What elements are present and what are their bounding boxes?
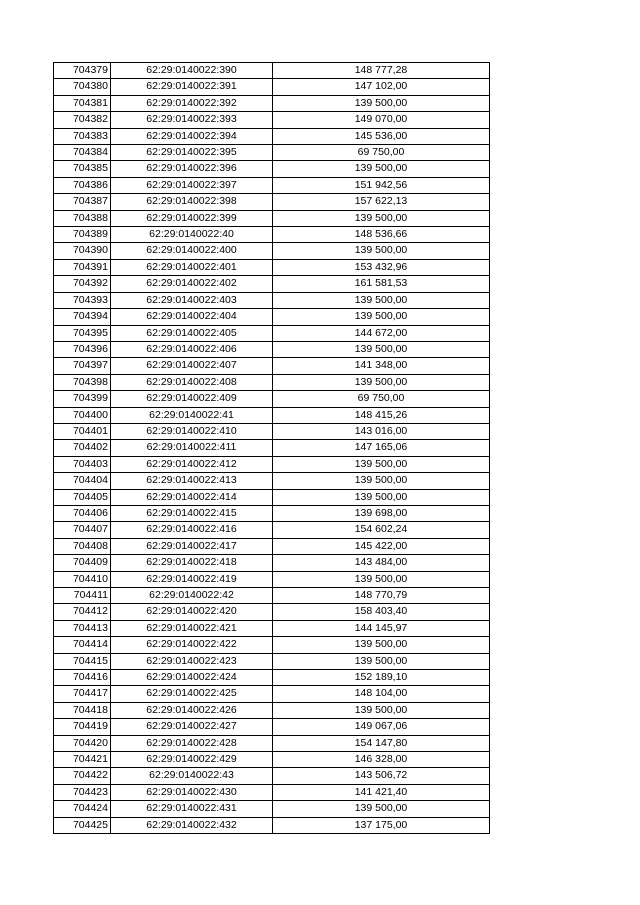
row-id-cell: 704395 [54, 325, 111, 341]
value-cell: 148 104,00 [273, 686, 490, 702]
row-id-cell: 704380 [54, 79, 111, 95]
table-row [54, 161, 490, 177]
table-row [54, 505, 490, 521]
value-cell: 152 189,10 [273, 670, 490, 686]
cadastral-number-cell: 62:29:0140022:412 [111, 456, 273, 472]
table-row [54, 112, 490, 128]
table-row [54, 620, 490, 636]
table-row [54, 522, 490, 538]
table-row [54, 702, 490, 718]
row-id-cell: 704416 [54, 670, 111, 686]
row-id-cell: 704402 [54, 440, 111, 456]
table-row [54, 670, 490, 686]
cadastral-number-cell: 62:29:0140022:399 [111, 210, 273, 226]
value-cell: 139 500,00 [273, 489, 490, 505]
table-row [54, 653, 490, 669]
table-row [54, 358, 490, 374]
row-id-cell: 704412 [54, 604, 111, 620]
table-row [54, 374, 490, 390]
cadastral-number-cell: 62:29:0140022:424 [111, 670, 273, 686]
cadastral-number-cell: 62:29:0140022:393 [111, 112, 273, 128]
value-cell: 161 581,53 [273, 276, 490, 292]
value-cell: 139 500,00 [273, 243, 490, 259]
value-cell: 153 432,96 [273, 259, 490, 275]
row-id-cell: 704389 [54, 227, 111, 243]
cadastral-number-cell: 62:29:0140022:418 [111, 555, 273, 571]
value-cell: 69 750,00 [273, 391, 490, 407]
row-id-cell: 704386 [54, 177, 111, 193]
table-row [54, 686, 490, 702]
row-id-cell: 704400 [54, 407, 111, 423]
value-cell: 149 070,00 [273, 112, 490, 128]
value-cell: 154 602,24 [273, 522, 490, 538]
table-row [54, 423, 490, 439]
table-row [54, 604, 490, 620]
cadastral-number-cell: 62:29:0140022:405 [111, 325, 273, 341]
cadastral-number-cell: 62:29:0140022:411 [111, 440, 273, 456]
cadastral-number-cell: 62:29:0140022:420 [111, 604, 273, 620]
value-cell: 144 145,97 [273, 620, 490, 636]
row-id-cell: 704387 [54, 194, 111, 210]
table-row [54, 243, 490, 259]
row-id-cell: 704394 [54, 309, 111, 325]
row-id-cell: 704417 [54, 686, 111, 702]
value-cell: 157 622,13 [273, 194, 490, 210]
table-row [54, 128, 490, 144]
cadastral-number-cell: 62:29:0140022:43 [111, 768, 273, 784]
value-cell: 139 500,00 [273, 653, 490, 669]
row-id-cell: 704388 [54, 210, 111, 226]
row-id-cell: 704391 [54, 259, 111, 275]
table-row [54, 194, 490, 210]
table-row [54, 210, 490, 226]
value-cell: 143 506,72 [273, 768, 490, 784]
data-table [53, 62, 490, 834]
cadastral-number-cell: 62:29:0140022:392 [111, 95, 273, 111]
cadastral-number-cell: 62:29:0140022:394 [111, 128, 273, 144]
value-cell: 147 165,06 [273, 440, 490, 456]
cadastral-number-cell: 62:29:0140022:395 [111, 145, 273, 161]
cadastral-number-cell: 62:29:0140022:417 [111, 538, 273, 554]
value-cell: 158 403,40 [273, 604, 490, 620]
cadastral-number-cell: 62:29:0140022:413 [111, 473, 273, 489]
table-row [54, 555, 490, 571]
cadastral-number-cell: 62:29:0140022:40 [111, 227, 273, 243]
row-id-cell: 704418 [54, 702, 111, 718]
table-row [54, 309, 490, 325]
value-cell: 147 102,00 [273, 79, 490, 95]
cadastral-number-cell: 62:29:0140022:408 [111, 374, 273, 390]
row-id-cell: 704422 [54, 768, 111, 784]
value-cell: 139 500,00 [273, 374, 490, 390]
value-cell: 69 750,00 [273, 145, 490, 161]
cadastral-number-cell: 62:29:0140022:426 [111, 702, 273, 718]
row-id-cell: 704415 [54, 653, 111, 669]
cadastral-number-cell: 62:29:0140022:403 [111, 292, 273, 308]
value-cell: 139 500,00 [273, 473, 490, 489]
table-row [54, 325, 490, 341]
cadastral-number-cell: 62:29:0140022:428 [111, 735, 273, 751]
table-row [54, 538, 490, 554]
cadastral-number-cell: 62:29:0140022:400 [111, 243, 273, 259]
table-row [54, 440, 490, 456]
value-cell: 148 415,26 [273, 407, 490, 423]
row-id-cell: 704385 [54, 161, 111, 177]
row-id-cell: 704409 [54, 555, 111, 571]
cadastral-number-cell: 62:29:0140022:407 [111, 358, 273, 374]
value-cell: 143 484,00 [273, 555, 490, 571]
table-row [54, 473, 490, 489]
row-id-cell: 704419 [54, 719, 111, 735]
value-cell: 145 422,00 [273, 538, 490, 554]
table-row [54, 637, 490, 653]
row-id-cell: 704407 [54, 522, 111, 538]
table-row [54, 735, 490, 751]
value-cell: 154 147,80 [273, 735, 490, 751]
table-row [54, 768, 490, 784]
value-cell: 139 500,00 [273, 801, 490, 817]
cadastral-number-cell: 62:29:0140022:416 [111, 522, 273, 538]
row-id-cell: 704382 [54, 112, 111, 128]
cadastral-number-cell: 62:29:0140022:401 [111, 259, 273, 275]
value-cell: 139 500,00 [273, 95, 490, 111]
value-cell: 139 698,00 [273, 505, 490, 521]
value-cell: 151 942,56 [273, 177, 490, 193]
value-cell: 141 421,40 [273, 784, 490, 800]
table-row [54, 63, 490, 79]
row-id-cell: 704379 [54, 63, 111, 79]
row-id-cell: 704383 [54, 128, 111, 144]
value-cell: 148 770,79 [273, 588, 490, 604]
cadastral-number-cell: 62:29:0140022:397 [111, 177, 273, 193]
cadastral-number-cell: 62:29:0140022:431 [111, 801, 273, 817]
row-id-cell: 704414 [54, 637, 111, 653]
table-row [54, 145, 490, 161]
row-id-cell: 704398 [54, 374, 111, 390]
cadastral-number-cell: 62:29:0140022:430 [111, 784, 273, 800]
table-row [54, 227, 490, 243]
table-row [54, 259, 490, 275]
table-row [54, 341, 490, 357]
table-row [54, 276, 490, 292]
cadastral-number-cell: 62:29:0140022:421 [111, 620, 273, 636]
table-row [54, 719, 490, 735]
row-id-cell: 704421 [54, 752, 111, 768]
cadastral-number-cell: 62:29:0140022:406 [111, 341, 273, 357]
row-id-cell: 704411 [54, 588, 111, 604]
cadastral-number-cell: 62:29:0140022:398 [111, 194, 273, 210]
value-cell: 139 500,00 [273, 309, 490, 325]
table-row [54, 817, 490, 833]
table-row [54, 801, 490, 817]
row-id-cell: 704404 [54, 473, 111, 489]
cadastral-number-cell: 62:29:0140022:42 [111, 588, 273, 604]
cadastral-number-cell: 62:29:0140022:396 [111, 161, 273, 177]
value-cell: 148 536,66 [273, 227, 490, 243]
row-id-cell: 704399 [54, 391, 111, 407]
table-row [54, 489, 490, 505]
value-cell: 145 536,00 [273, 128, 490, 144]
cadastral-number-cell: 62:29:0140022:391 [111, 79, 273, 95]
cadastral-number-cell: 62:29:0140022:419 [111, 571, 273, 587]
cadastral-number-cell: 62:29:0140022:414 [111, 489, 273, 505]
value-cell: 139 500,00 [273, 571, 490, 587]
table-row [54, 391, 490, 407]
row-id-cell: 704392 [54, 276, 111, 292]
table-row [54, 571, 490, 587]
row-id-cell: 704420 [54, 735, 111, 751]
row-id-cell: 704406 [54, 505, 111, 521]
table-row [54, 292, 490, 308]
table-row [54, 456, 490, 472]
row-id-cell: 704384 [54, 145, 111, 161]
cadastral-number-cell: 62:29:0140022:422 [111, 637, 273, 653]
cadastral-number-cell: 62:29:0140022:41 [111, 407, 273, 423]
row-id-cell: 704425 [54, 817, 111, 833]
value-cell: 139 500,00 [273, 341, 490, 357]
table-row [54, 95, 490, 111]
table-row [54, 407, 490, 423]
value-cell: 139 500,00 [273, 456, 490, 472]
value-cell: 139 500,00 [273, 292, 490, 308]
row-id-cell: 704401 [54, 423, 111, 439]
cadastral-number-cell: 62:29:0140022:415 [111, 505, 273, 521]
value-cell: 149 067,06 [273, 719, 490, 735]
row-id-cell: 704424 [54, 801, 111, 817]
row-id-cell: 704410 [54, 571, 111, 587]
table-row [54, 784, 490, 800]
value-cell: 146 328,00 [273, 752, 490, 768]
table-body [54, 63, 490, 834]
cadastral-number-cell: 62:29:0140022:427 [111, 719, 273, 735]
cadastral-number-cell: 62:29:0140022:410 [111, 423, 273, 439]
row-id-cell: 704403 [54, 456, 111, 472]
table-row [54, 752, 490, 768]
cadastral-number-cell: 62:29:0140022:425 [111, 686, 273, 702]
table-row [54, 177, 490, 193]
value-cell: 139 500,00 [273, 210, 490, 226]
value-cell: 143 016,00 [273, 423, 490, 439]
cadastral-number-cell: 62:29:0140022:404 [111, 309, 273, 325]
row-id-cell: 704390 [54, 243, 111, 259]
row-id-cell: 704381 [54, 95, 111, 111]
value-cell: 144 672,00 [273, 325, 490, 341]
row-id-cell: 704423 [54, 784, 111, 800]
value-cell: 148 777,28 [273, 63, 490, 79]
cadastral-number-cell: 62:29:0140022:429 [111, 752, 273, 768]
table-row [54, 588, 490, 604]
table-row [54, 79, 490, 95]
row-id-cell: 704393 [54, 292, 111, 308]
cadastral-number-cell: 62:29:0140022:432 [111, 817, 273, 833]
row-id-cell: 704396 [54, 341, 111, 357]
value-cell: 137 175,00 [273, 817, 490, 833]
cadastral-number-cell: 62:29:0140022:423 [111, 653, 273, 669]
row-id-cell: 704408 [54, 538, 111, 554]
cadastral-number-cell: 62:29:0140022:402 [111, 276, 273, 292]
row-id-cell: 704413 [54, 620, 111, 636]
cadastral-number-cell: 62:29:0140022:409 [111, 391, 273, 407]
value-cell: 141 348,00 [273, 358, 490, 374]
value-cell: 139 500,00 [273, 702, 490, 718]
value-cell: 139 500,00 [273, 161, 490, 177]
row-id-cell: 704405 [54, 489, 111, 505]
cadastral-number-cell: 62:29:0140022:390 [111, 63, 273, 79]
row-id-cell: 704397 [54, 358, 111, 374]
value-cell: 139 500,00 [273, 637, 490, 653]
